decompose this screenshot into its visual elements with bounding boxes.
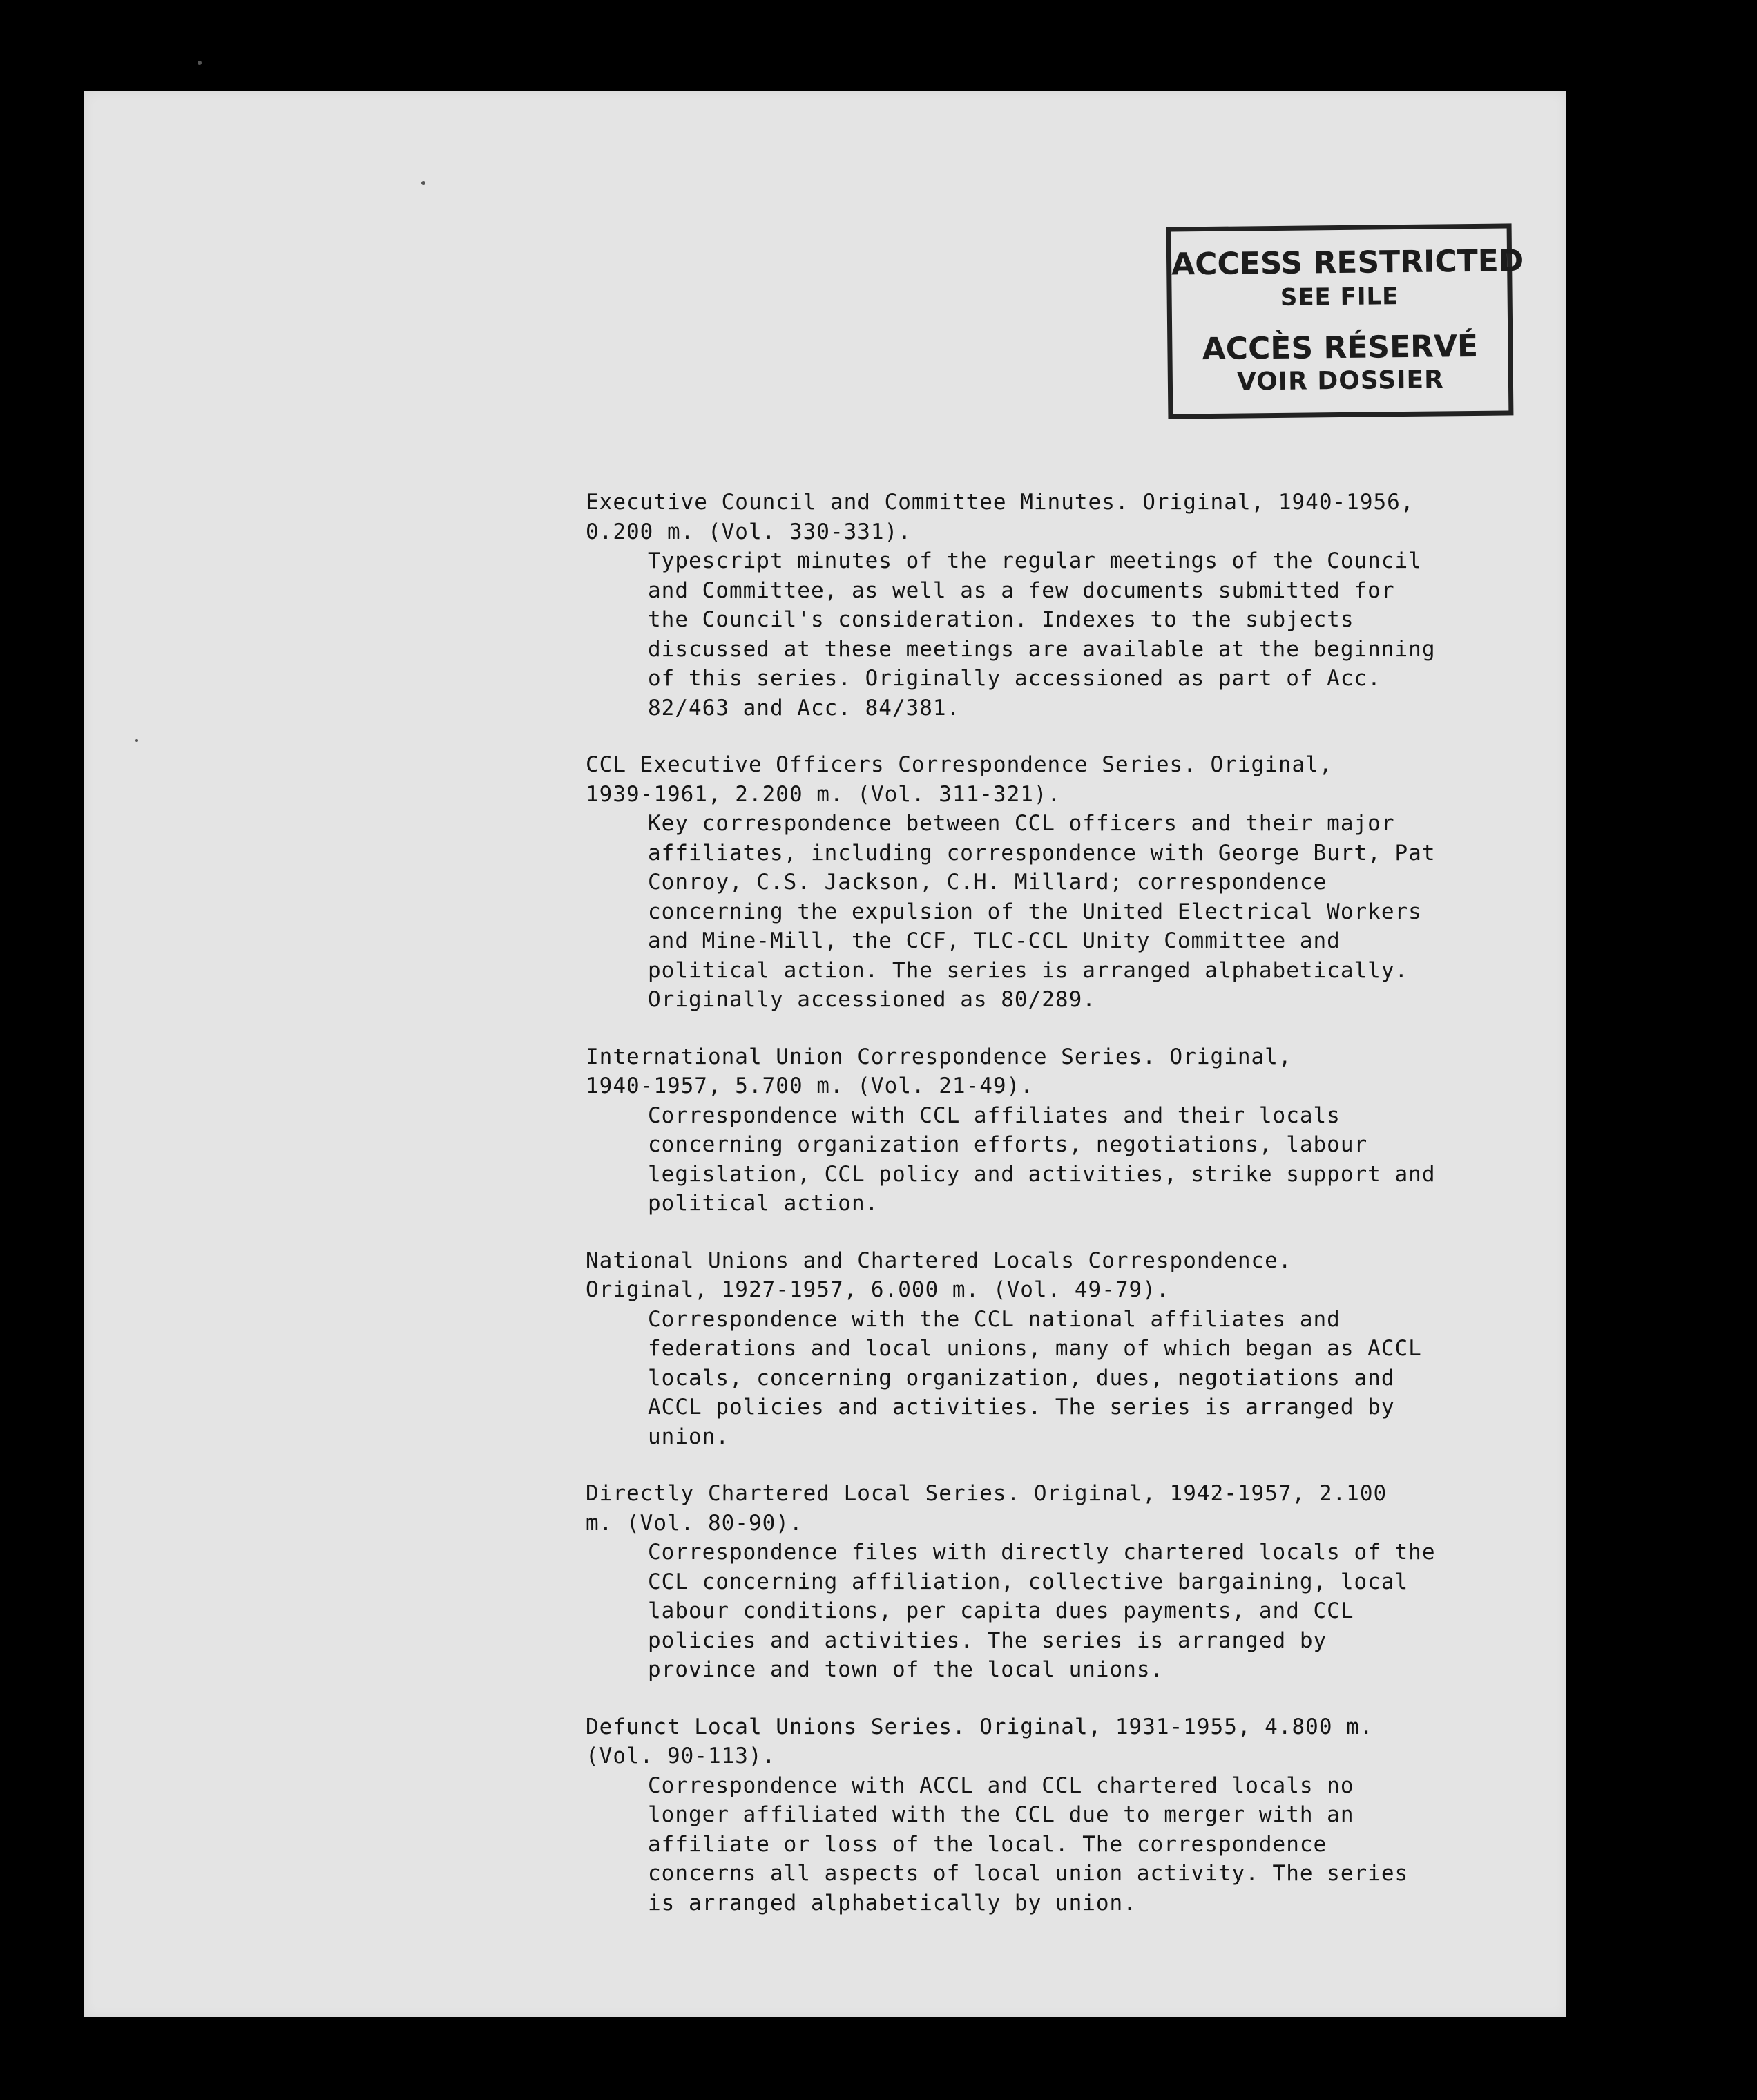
series-entry (586, 1246, 1511, 1452)
series-description: Correspondence files with directly chartered locals of the CCL concerning affiliation, collective bargaining, local labour conditions, per capita dues payments, and CCL policies and activities. The series is arranged by province and town of the local unions. (648, 1540, 1436, 1682)
stamp-line-3: ACCÈS RÉSERVÉ (1202, 328, 1479, 368)
stamp-line-2: SEE FILE (1280, 283, 1399, 312)
series-heading: Defunct Local Unions Series. Original, 1931-1955, 4.800 m. (Vol. 90-113). (586, 1714, 1374, 1768)
series-description: Correspondence with CCL affiliates and their locals concerning organization efforts, negotiations, labour legislation, CCL policy and activities, strike support and political action. (648, 1102, 1436, 1216)
speck-mark (421, 181, 425, 185)
series-heading: International Union Correspondence Series. Original, 1940-1957, 5.700 m. (Vol. 21-49). (586, 1044, 1292, 1098)
series-description: Correspondence with ACCL and CCL chartered locals no longer affiliated with the CCL due to merger with an affiliate or loss of the local. The correspondence concerns all aspects of local union activity. The series is arranged alphabetically by union. (648, 1773, 1409, 1916)
series-heading: Directly Chartered Local Series. Original, 1942-1957, 2.100 m. (Vol. 80-90). (586, 1481, 1388, 1536)
series-description: Correspondence with the CCL national affiliates and federations and local unions, many of which began as ACCL locals, concerning organization, dues, negotiations and ACCL policies and activities. The series is arranged by union. (648, 1306, 1422, 1449)
series-entry (586, 488, 1511, 723)
series-entry (586, 1712, 1511, 1918)
stamp-line-4: VOIR DOSSIER (1236, 365, 1445, 397)
series-heading: National Unions and Chartered Locals Correspondence. Original, 1927-1957, 6.000 m. (Vol. 49-79). (586, 1248, 1292, 1302)
speck-mark (198, 61, 202, 65)
series-list (586, 488, 1511, 1945)
series-description: Typescript minutes of the regular meetings of the Council and Committee, as well as a few documents submitted for the Council's consideration. Indexes to the subjects discussed at these meetings are available at the beginning of this series. Originally accessioned as part of Acc. 82/463 and Acc. 84/381. (648, 548, 1436, 720)
series-heading: CCL Executive Officers Correspondence Series. Original, 1939-1961, 2.200 m. (Vol. 311-321). (586, 752, 1333, 807)
series-entry (586, 1042, 1511, 1219)
stamp-line-1: ACCESS RESTRICTED (1171, 243, 1524, 283)
series-heading: Executive Council and Committee Minutes. Original, 1940-1956, 0.200 m. (Vol. 330-331). (586, 490, 1414, 544)
access-restricted-stamp (1166, 223, 1524, 419)
series-entry (586, 1479, 1511, 1685)
speck-mark (135, 739, 138, 742)
document-page (84, 91, 1566, 2017)
series-description: Key correspondence between CCL officers and their major affiliates, including correspondence with George Burt, Pat Conroy, C.S. Jackson, C.H. Millard; correspondence concerning the expulsion of the United Electrical Workers and Mine-Mill, the CCF, TLC-CCL Unity Committee and political action. The series is arranged alphabetically. Originally accessioned as 80/289. (648, 811, 1436, 1012)
series-entry (586, 750, 1511, 1015)
